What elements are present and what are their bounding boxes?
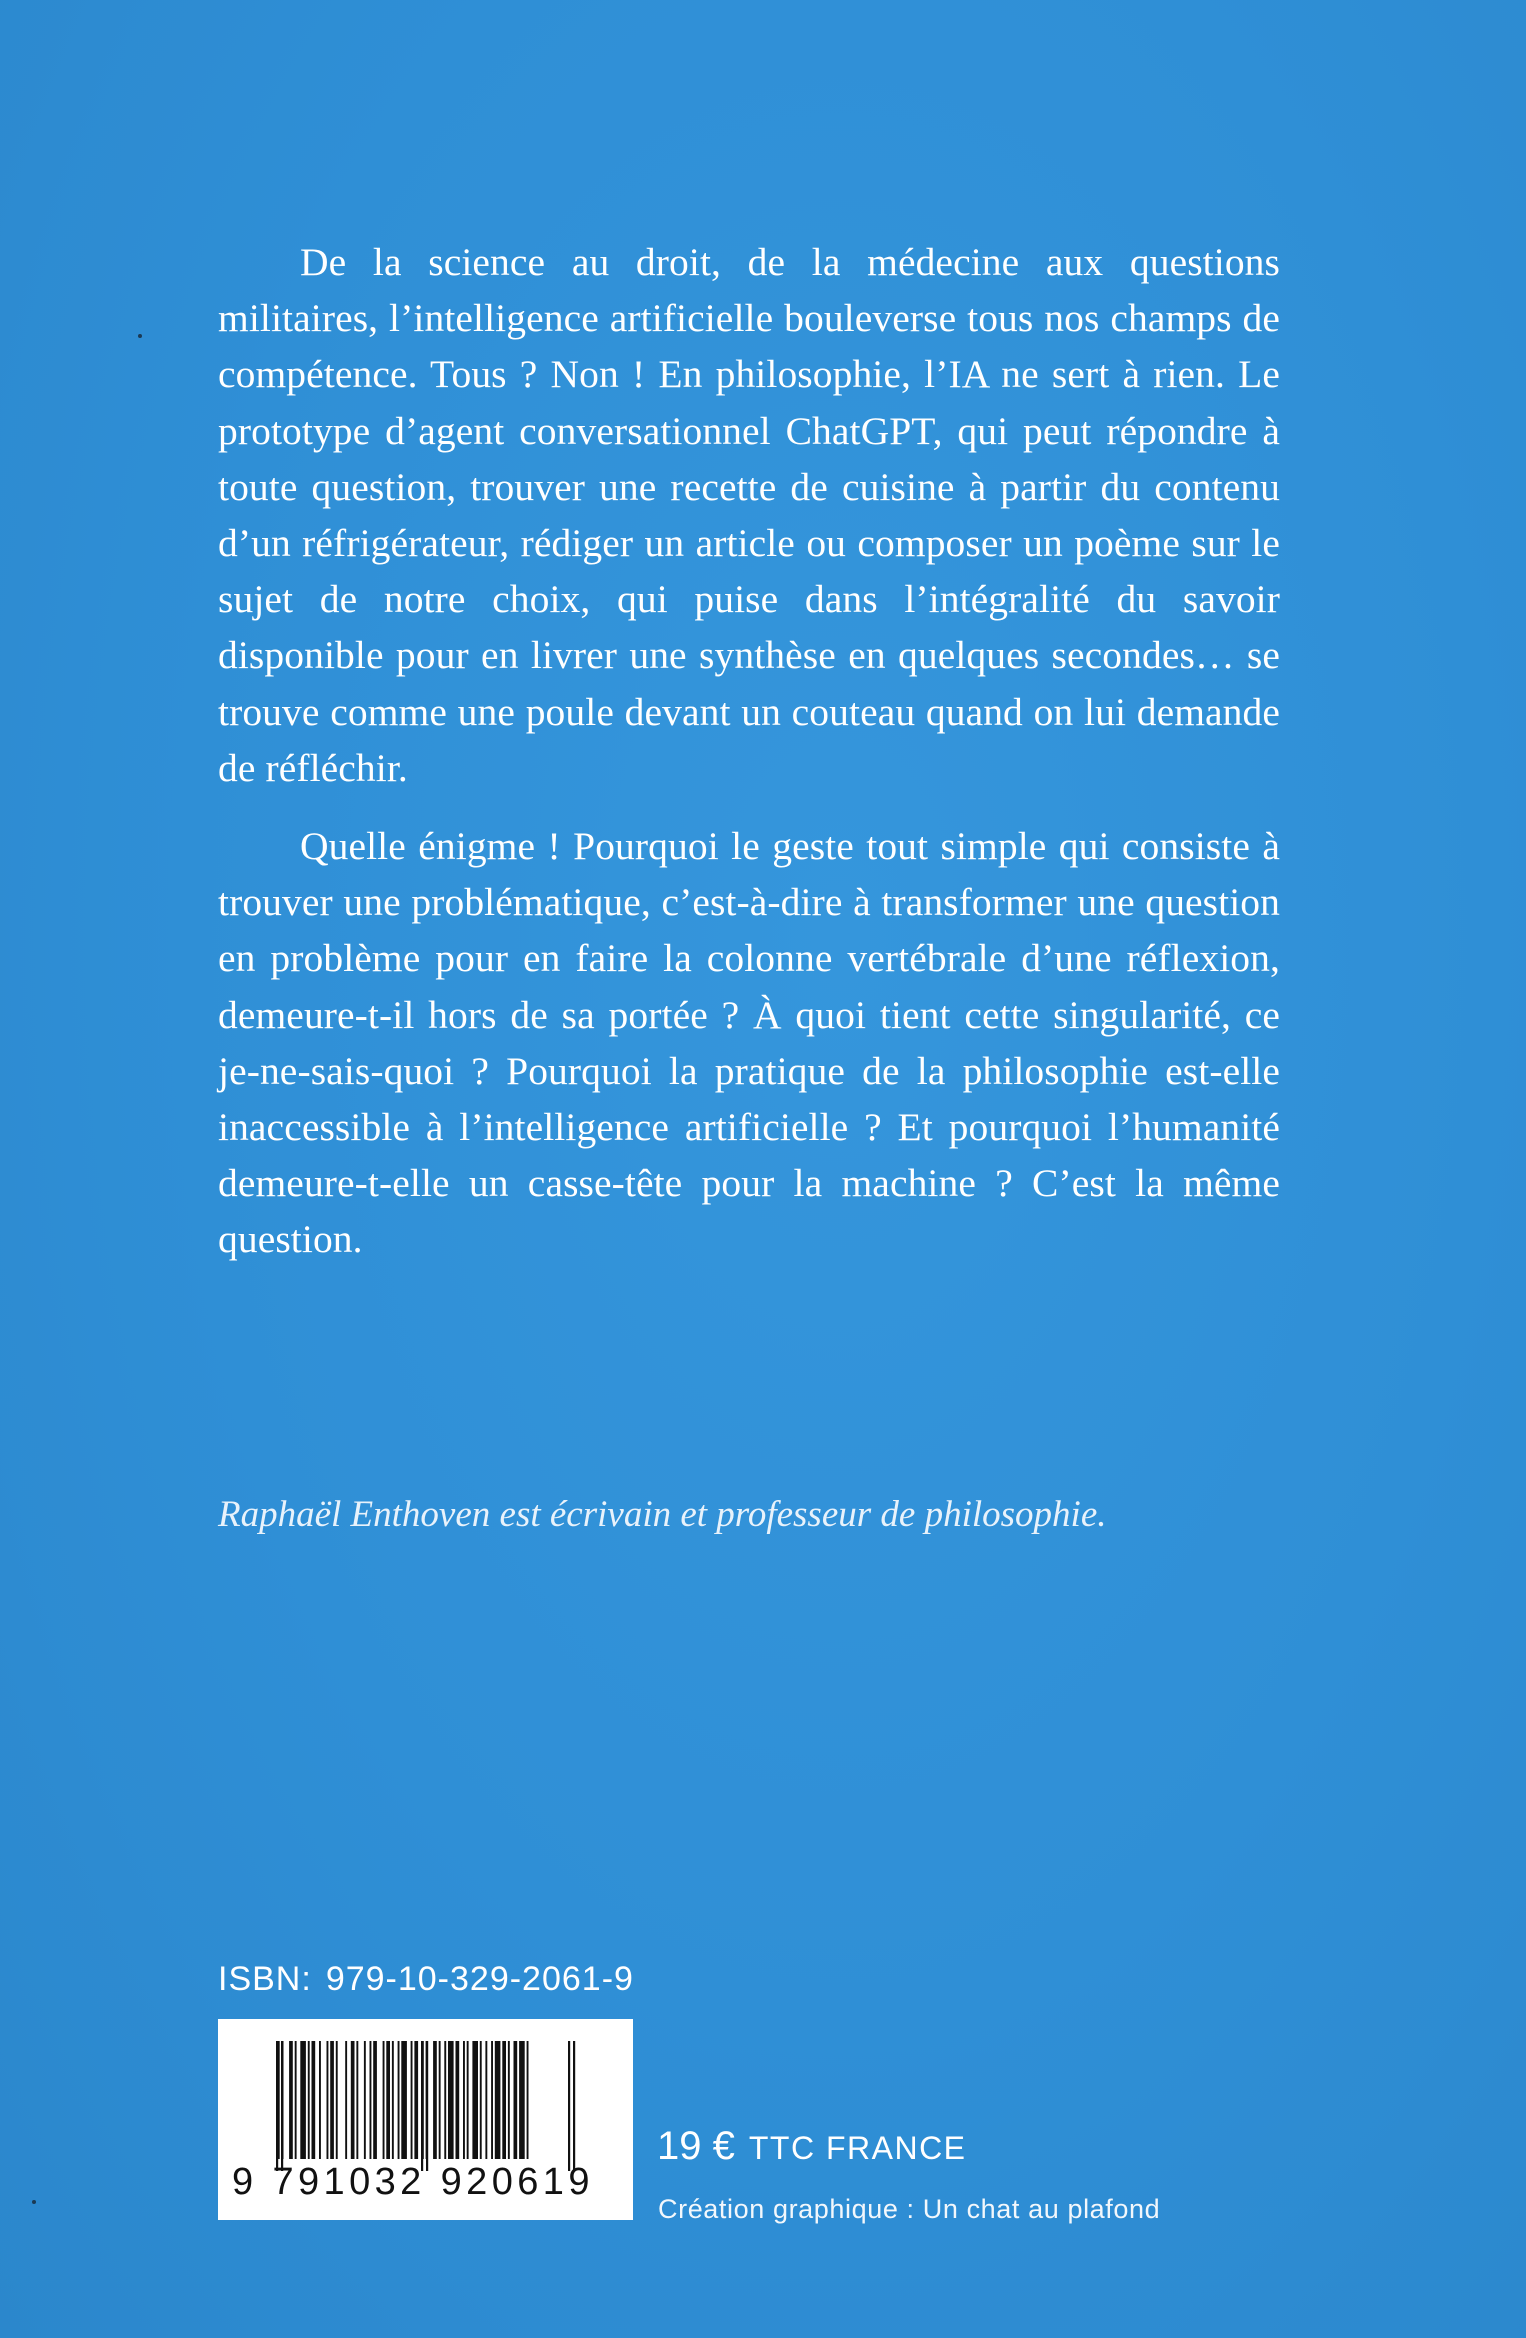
isbn-label: ISBN: [218,1960,312,1998]
blurb-paragraph-1: De la science au droit, de la médecine aux questions militaires, l’intelligence artificielle bouleverse tous nos champs de compétence. Tous ? Non ! En philosophie, l’IA ne sert à rien. Le prototype d’agent conversationnel ChatGPT, qui peut répondre à toute question, trouver une recette de cuisine à partir du contenu d’un réfrigérateur, rédiger un article ou composer un poème sur le sujet de notre choix, qui puise dans l’intégralité du savoir disponible pour en livrer une synthèse en quelques secondes… se trouve comme une poule devant un couteau quand on lui demande de réfléchir. [218,240,1280,790]
barcode-bar [289,2041,293,2159]
barcode-guard-bar [281,2041,283,2171]
barcode-bar [308,2041,310,2159]
barcode-bar [295,2041,297,2159]
barcode-bar [514,2041,518,2159]
barcode-bar [398,2041,400,2159]
price [657,2124,967,2169]
barcode-bar [527,2041,529,2159]
barcode-bar [414,2041,418,2159]
barcode-bar [319,2041,321,2159]
barcode-guard-bar [426,2041,428,2171]
barcode-bar [330,2041,334,2159]
barcode-guard-bar [568,2041,570,2171]
barcode-digits: 9 791032 920619 [232,2161,594,2203]
barcode-bar [467,2041,469,2159]
barcode-bar [472,2041,478,2159]
barcode-bar [439,2041,441,2159]
print-speck [138,334,142,338]
isbn-number: 979-10-329-2061-9 [325,1960,634,1998]
barcode-bar [392,2041,394,2159]
design-credit: Création graphique : Un chat au plafond [658,2194,1161,2224]
barcode-bar [383,2041,385,2159]
barcode-bar [485,2041,487,2159]
barcode-guard-bar [573,2041,575,2171]
barcode-bar [401,2041,407,2159]
price-label: TTC FRANCE [748,2130,967,2166]
barcode-bar [336,2041,338,2159]
price-amount: 19 € [657,2124,735,2168]
barcode-guard-bar [276,2041,278,2171]
barcode-bar [491,2041,493,2159]
barcode-guard-bar [421,2041,423,2171]
barcode-bar [356,2041,358,2159]
barcode-bar [448,2041,454,2159]
barcode-bar [444,2041,446,2159]
barcode-bar [502,2041,506,2159]
barcode [218,2019,633,2220]
barcode-bar [456,2041,460,2159]
barcode-bar [519,2041,525,2159]
barcode-bar [300,2041,306,2159]
isbn-line [218,1960,634,1999]
barcode-bar [345,2041,347,2159]
barcode-bar [386,2041,390,2159]
barcode-bar [370,2041,372,2159]
barcode-bar [373,2041,377,2159]
barcode-bar [433,2041,437,2159]
print-speck [32,2200,36,2204]
barcode-bar [480,2041,482,2159]
blurb-text [218,234,1280,1268]
blurb-paragraph-2: Quelle énigme ! Pourquoi le geste tout simple qui consiste à trouver une problématique, c’est-à-dire à transformer une question en problème pour en faire la colonne vertébrale d’une réflexion, demeure-t-il hors de sa portée ? À quoi tient cette singularité, ce je-ne-sais-quoi ? Pourquoi la pratique de la philosophie est-elle inaccessible à l’intelligence artificielle ? Et pourquoi l’humanité demeure-t-elle un casse-tête pour la machine ? C’est la même question. [218,824,1280,1262]
barcode-bar [312,2041,316,2159]
barcode-bar [495,2041,501,2159]
barcode-bar [411,2041,413,2159]
author-bio: Raphaël Enthoven est écrivain et professeur de philosophie. [218,1494,1107,1535]
barcode-bar [508,2041,510,2159]
barcode-bar [364,2041,366,2159]
barcode-bar [463,2041,465,2159]
barcode-bar [327,2041,329,2159]
barcode-bar [351,2041,355,2159]
